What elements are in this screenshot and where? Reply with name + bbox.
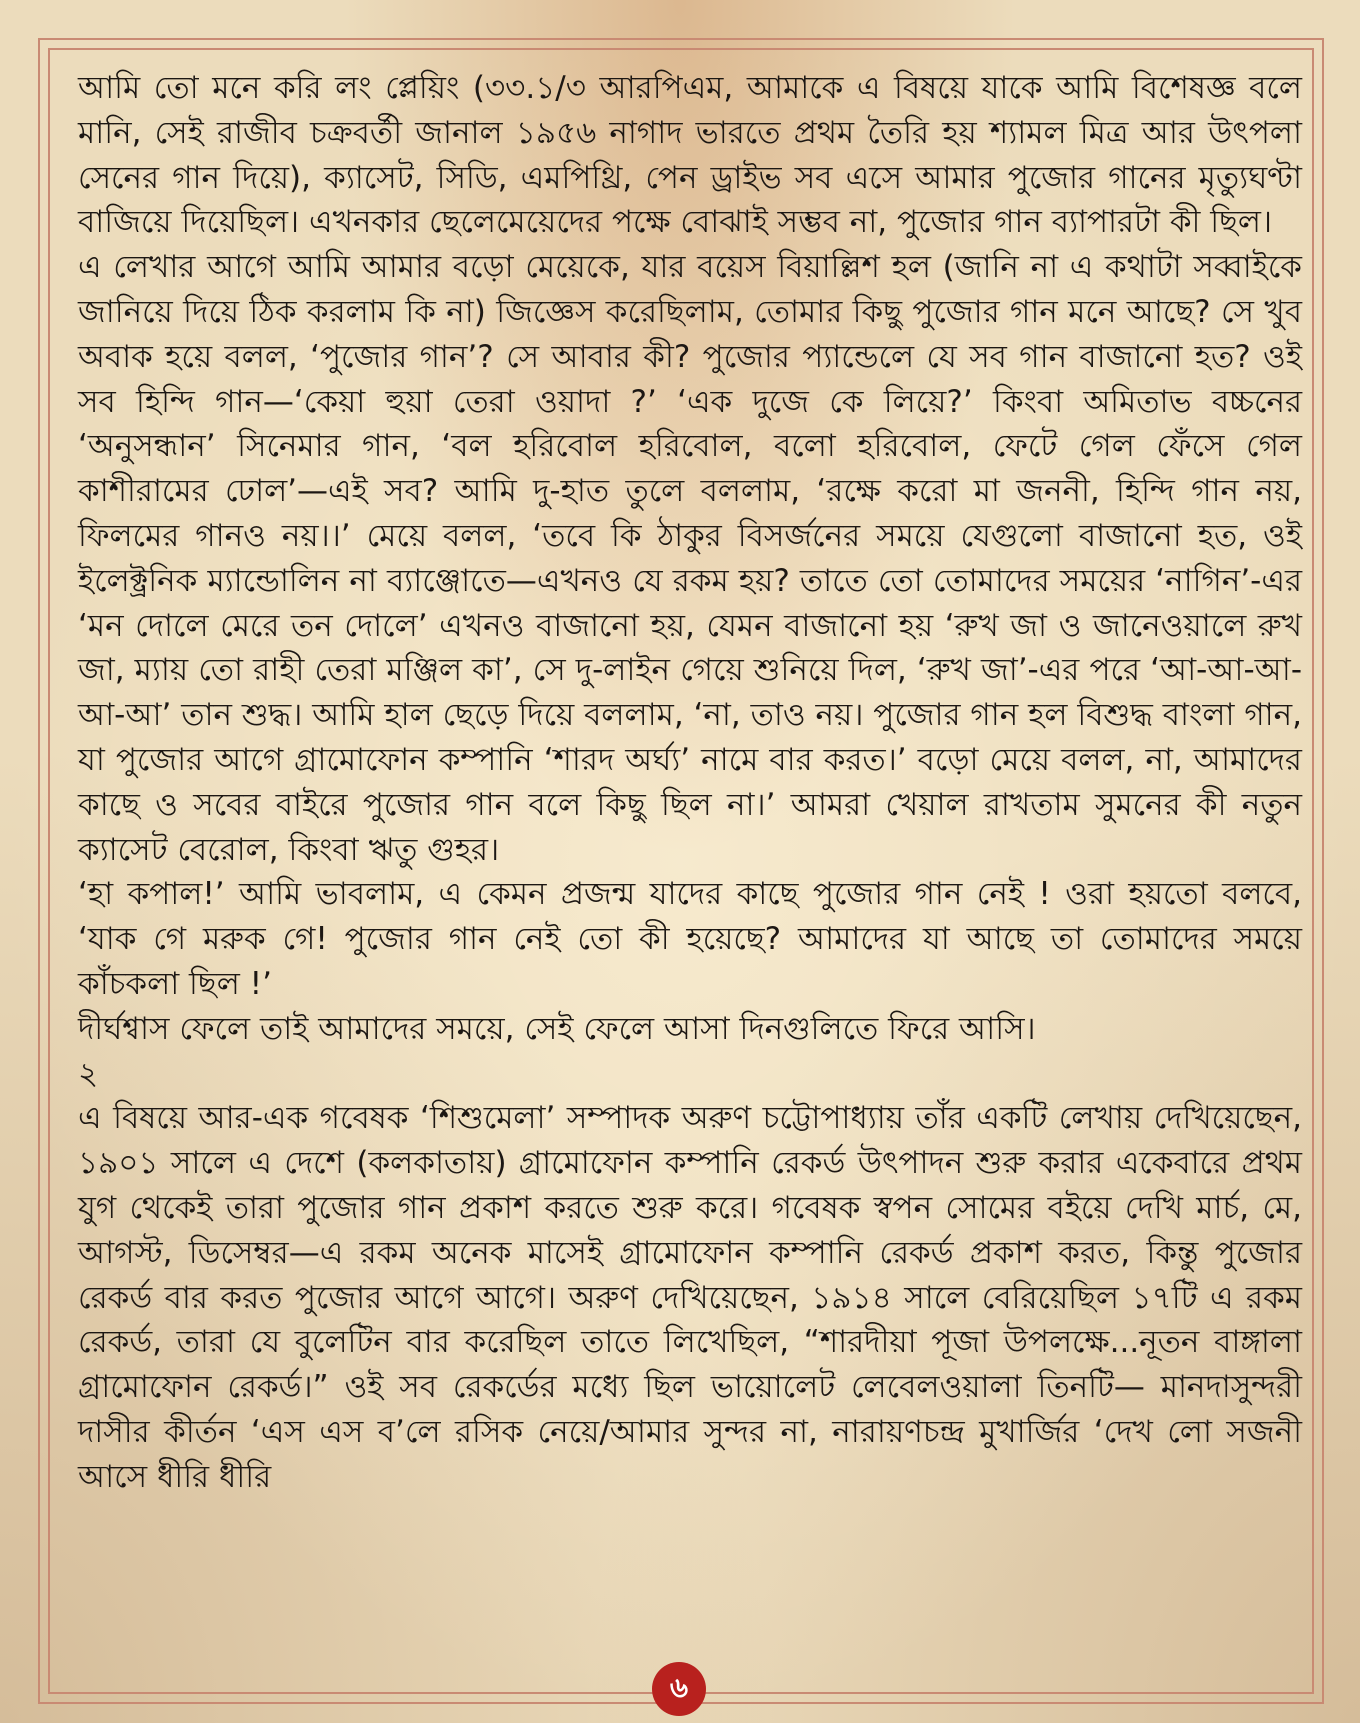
page-number-badge: ৬ — [652, 1662, 706, 1716]
paragraph-5: এ বিষয়ে আর-এক গবেষক ‘শিশুমেলা’ সম্পাদক অরুণ চট্টোপাধ্যায় তাঁর একটি লেখায় দেখিয়েছেন, ১৯০১ সালে এ দেশে (কলকাতায়) গ্রামোফোন কম্পানি রেকর্ড উৎপাদন শুরু করার একেবারে প্রথম যুগ থেকেই তারা পুজোর গান প্রকাশ করতে শুরু করে। গবেষক স্বপন সোমের বইয়ে দেখি মার্চ, মে, আগস্ট, ডিসেম্বর—এ রকম অনেক মাসেই গ্রামোফোন কম্পানি রেকর্ড প্রকাশ করত, কিন্তু পুজোর রেকর্ড বার করত পুজোর আগে আগে। অরুণ দেখিয়েছেন, ১৯১৪ সালে বেরিয়েছিল ১৭টি এ রকম রেকর্ড, তারা যে বুলেটিন বার করেছিল তাতে লিখেছিল, “শারদীয়া পূজা উপলক্ষে...নূতন বাঙ্গালা গ্রামোফোন রেকর্ড।” ওই সব রেকর্ডের মধ্যে ছিল ভায়োলেট লেবেলওয়ালা তিনটি— মানদাসুন্দরী দাসীর কীর্তন ‘এস এস ব’লে রসিক নেয়ে/আমার সুন্দর না, নারায়ণচন্দ্র মুখার্জির ‘দেখ লো সজনী আসে ধীরি ধীরি — [78, 1100, 1302, 1495]
paragraph-2: এ লেখার আগে আমি আমার বড়ো মেয়েকে, যার বয়েস বিয়াল্লিশ হল (জানি না এ কথাটা সব্বাইকে জানিয়ে দিয়ে ঠিক করলাম কি না) জিজ্ঞেস করেছিলাম, তোমার কিছু পুজোর গান মনে আছে? সে খুব অবাক হয়ে বলল, ‘পুজোর গান’? সে আবার কী? পুজোর প্যান্ডেলে যে সব গান বাজানো হত? ওই সব হিন্দি গান—‘কেয়া হুয়া তেরা ওয়াদা ?’ ‘এক দুজে কে লিয়ে?’ কিংবা অমিতাভ বচ্চনের ‘অনুসন্ধান’ সিনেমার গান, ‘বল হরিবোল হরিবোল, বলো হরিবোল, ফেটে গেল ফেঁসে গেল কাশীরামের ঢোল’—এই সব? আমি দু-হাত তুলে বললাম, ‘রক্ষে করো মা জননী, হিন্দি গান নয়, ফিলমের গানও নয়।।’ মেয়ে বলল, ‘তবে কি ঠাকুর বিসর্জনের সময়ে যেগুলো বাজানো হত, ওই ইলেক্ট্রনিক ম্যান্ডোলিন না ব্যাঞ্জোতে—এখনও যে রকম হয়? তাতে তো তোমাদের সময়ের ‘নাগিন’-এর ‘মন দোলে মেরে তন দোলে’ এখনও বাজানো হয়, যেমন বাজানো হয় ‘রুখ জা ও জানেওয়ালে রুখ জা, ম্যায় তো রাহী তেরা মঞ্জিল কা’, সে দু-লাইন গেয়ে শুনিয়ে দিল, ‘রুখ জা’-এর পরে ‘আ-আ-আ-আ-আ’ তান শুদ্ধ। আমি হাল ছেড়ে দিয়ে বললাম, ‘না, তাও নয়। পুজোর গান হল বিশুদ্ধ বাংলা গান, যা পুজোর আগে গ্রামোফোন কম্পানি ‘শারদ অর্ঘ্য’ নামে বার করত।’ বড়ো মেয়ে বলল, না, আমাদের কাছে ও সবের বাইরে পুজোর গান বলে কিছু ছিল না।’ আমরা খেয়াল রাখতাম সুমনের কী নতুন ক্যাসেট বেরোল, কিংবা ঋতু গুহর। — [78, 249, 1302, 868]
paragraph-3: ‘হা কপাল!’ আমি ভাবলাম, এ কেমন প্রজন্ম যাদের কাছে পুজোর গান নেই ! ওরা হয়তো বলবে, ‘যাক গে মরুক গে! পুজোর গান নেই তো কী হয়েছে? আমাদের যা আছে তা তোমাদের সময়ে কাঁচকলা ছিল !’ — [78, 876, 1302, 1002]
section-number: ২ — [78, 1055, 99, 1092]
paragraph-4: দীর্ঘশ্বাস ফেলে তাই আমাদের সময়ে, সেই ফেলে আসা দিনগুলিতে ফিরে আসি। — [78, 1010, 1036, 1047]
paragraph-1: আমি তো মনে করি লং প্লেয়িং (৩৩.১/৩ আরপিএম, আমাকে এ বিষয়ে যাকে আমি বিশেষজ্ঞ বলে মানি, সেই রাজীব চক্রবর্তী জানাল ১৯৫৬ নাগাদ ভারতে প্রথম তৈরি হয় শ্যামল মিত্র আর উৎপলা সেনের গান দিয়ে), ক্যাসেট, সিডি, এমপিথ্রি, পেন ড্রাইভ সব এসে আমার পুজোর গানের মৃত্যুঘণ্টা বাজিয়ে দিয়েছিল। এখনকার ছেলেমেয়েদের পক্ষে বোঝাই সম্ভব না, পুজোর গান ব্যাপারটা কী ছিল। — [78, 70, 1302, 241]
article-body — [78, 66, 1302, 1666]
